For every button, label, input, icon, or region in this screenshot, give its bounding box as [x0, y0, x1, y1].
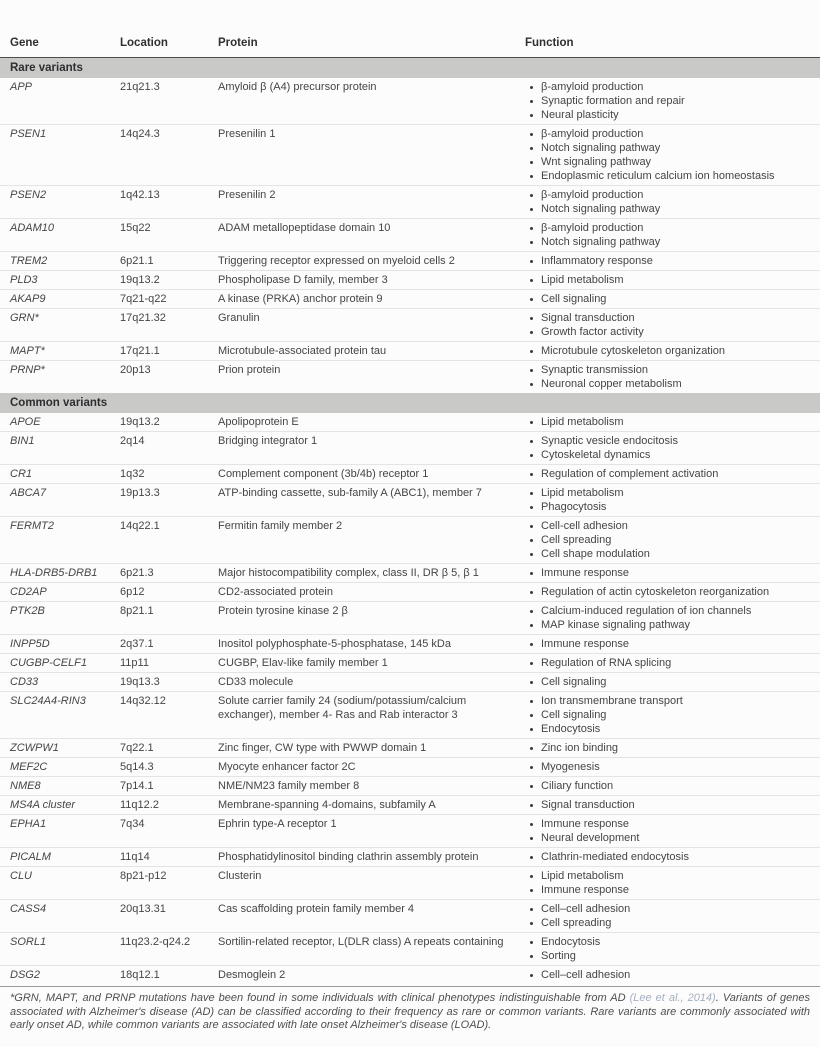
table-row	[0, 965, 820, 984]
location-cell: 8p21-p12	[120, 870, 167, 882]
table-row	[0, 634, 820, 653]
location-cell: 20q13.31	[120, 903, 166, 915]
location-cell: 7q21-q22	[120, 293, 167, 305]
function-list	[525, 798, 810, 812]
location-cell: 1q42.13	[120, 189, 160, 201]
function-list	[525, 585, 810, 599]
location-cell: 7p14.1	[120, 780, 154, 792]
gene-cell: ABCA7	[10, 487, 47, 499]
function-list	[525, 188, 810, 216]
citation-link[interactable]: (Lee et al., 2014)	[629, 992, 716, 1004]
function-item: Zinc ion binding	[525, 741, 810, 755]
protein-cell: Fermitin family member 2	[218, 520, 343, 532]
table-row	[0, 341, 820, 360]
table-row	[0, 866, 820, 899]
table-row	[0, 757, 820, 776]
function-item: Inflammatory response	[525, 254, 810, 268]
protein-cell: Cas scaffolding protein family member 4	[218, 903, 415, 915]
protein-cell: CD2-associated protein	[218, 586, 333, 598]
function-item: Immune response	[525, 883, 810, 897]
column-header-function: Function	[525, 37, 574, 49]
function-item: Lipid metabolism	[525, 869, 810, 883]
function-list	[525, 273, 810, 287]
function-list	[525, 817, 810, 845]
function-item: Cell signaling	[525, 708, 810, 722]
function-item: Synaptic vesicle endocitosis	[525, 434, 810, 448]
table-row	[0, 738, 820, 757]
location-cell: 19p13.3	[120, 487, 160, 499]
location-cell: 17q21.1	[120, 345, 160, 357]
function-item: Cell spreading	[525, 916, 810, 930]
function-item: β-amyloid production	[525, 127, 810, 141]
column-header-protein: Protein	[218, 37, 258, 49]
function-list	[525, 467, 810, 481]
function-list	[525, 850, 810, 864]
location-cell: 15q22	[120, 222, 151, 234]
function-list	[525, 292, 810, 306]
protein-cell: Myocyte enhancer factor 2C	[218, 761, 356, 773]
table-row	[0, 218, 820, 251]
protein-cell: Ephrin type-A receptor 1	[218, 818, 337, 830]
function-list	[525, 741, 810, 755]
function-item: Growth factor activity	[525, 325, 810, 339]
function-item: Phagocytosis	[525, 500, 810, 514]
protein-cell: Phospholipase D family, member 3	[218, 274, 388, 286]
protein-cell: ADAM metallopeptidase domain 10	[218, 222, 391, 234]
table-row	[0, 124, 820, 185]
function-list	[525, 434, 810, 462]
gene-cell: PLD3	[10, 274, 38, 286]
function-item: Immune response	[525, 566, 810, 580]
function-list	[525, 80, 810, 122]
location-cell: 11q14	[120, 851, 150, 863]
table-row	[0, 185, 820, 218]
function-list	[525, 779, 810, 793]
gene-cell: AKAP9	[10, 293, 46, 305]
function-item: Lipid metabolism	[525, 415, 810, 429]
function-list	[525, 902, 810, 930]
location-cell: 11q23.2-q24.2	[120, 936, 191, 948]
gene-cell: EPHA1	[10, 818, 47, 830]
gene-cell: PSEN2	[10, 189, 47, 201]
location-cell: 6p21.1	[120, 255, 154, 267]
protein-cell: Zinc finger, CW type with PWWP domain 1	[218, 742, 427, 754]
table-row	[0, 932, 820, 965]
protein-cell: Sortilin-related receptor, L(DLR class) A repeats containing	[218, 936, 504, 948]
table-row	[0, 251, 820, 270]
table-row	[0, 464, 820, 483]
gene-cell: MAPT*	[10, 345, 45, 357]
gene-cell: SORL1	[10, 936, 47, 948]
column-header-gene: Gene	[10, 37, 39, 49]
table-row	[0, 582, 820, 601]
function-item: Cell signaling	[525, 675, 810, 689]
table-row	[0, 270, 820, 289]
function-list	[525, 869, 810, 897]
location-cell: 8p21.1	[120, 605, 154, 617]
function-item: Notch signaling pathway	[525, 235, 810, 249]
location-cell: 2q37.1	[120, 638, 154, 650]
function-list	[525, 656, 810, 670]
function-item: Microtubule cytoskeleton organization	[525, 344, 810, 358]
location-cell: 17q21.32	[120, 312, 166, 324]
function-item: Neuronal copper metabolism	[525, 377, 810, 391]
table-row	[0, 672, 820, 691]
function-item: Cell shape modulation	[525, 547, 810, 561]
function-item: Sorting	[525, 949, 810, 963]
function-item: Signal transduction	[525, 311, 810, 325]
gene-cell: NME8	[10, 780, 41, 792]
function-item: Cytoskeletal dynamics	[525, 448, 810, 462]
function-list	[525, 637, 810, 651]
function-item: Endoplasmic reticulum calcium ion homeostasis	[525, 169, 810, 183]
function-list	[525, 221, 810, 249]
protein-cell: Membrane-spanning 4-domains, subfamily A	[218, 799, 436, 811]
gene-cell: ADAM10	[10, 222, 55, 234]
function-item: Wnt signaling pathway	[525, 155, 810, 169]
function-list	[525, 311, 810, 339]
protein-cell: Amyloid β (A4) precursor protein	[218, 81, 377, 93]
gene-cell: CLU	[10, 870, 33, 882]
protein-cell: Solute carrier family 24 (sodium/potassium/calcium exchanger), member 4- Ras and Rab interactor 3	[218, 695, 467, 721]
footnote-text-1: *GRN, MAPT, and PRNP mutations have been found in some individuals with clinical phenotypes indistinguishable from AD	[10, 992, 630, 1004]
protein-cell: NME/NM23 family member 8	[218, 780, 360, 792]
protein-cell: ATP-binding cassette, sub-family A (ABC1), member 7	[218, 487, 482, 499]
function-item: Cell–cell adhesion	[525, 968, 810, 982]
function-list	[525, 935, 810, 963]
function-list	[525, 486, 810, 514]
protein-cell: Presenilin 2	[218, 189, 276, 201]
location-cell: 19q13.2	[120, 274, 160, 286]
location-cell: 19q13.2	[120, 416, 160, 428]
table-row	[0, 814, 820, 847]
protein-cell: Presenilin 1	[218, 128, 276, 140]
table-row	[0, 563, 820, 582]
table-row	[0, 483, 820, 516]
protein-cell: A kinase (PRKA) anchor protein 9	[218, 293, 383, 305]
protein-cell: Phosphatidylinositol binding clathrin assembly protein	[218, 851, 479, 863]
function-list	[525, 566, 810, 580]
table-row	[0, 413, 820, 431]
gene-cell: ZCWPW1	[10, 742, 59, 754]
function-list	[525, 604, 810, 632]
function-item: Ion transmembrane transport	[525, 694, 810, 708]
location-cell: 7q34	[120, 818, 145, 830]
function-list	[525, 415, 810, 429]
table-footnote	[0, 987, 820, 1033]
protein-cell: Bridging integrator 1	[218, 435, 318, 447]
table-row	[0, 847, 820, 866]
gene-cell: CD33	[10, 676, 39, 688]
gene-cell: MEF2C	[10, 761, 48, 773]
protein-cell: Triggering receptor expressed on myeloid cells 2	[218, 255, 455, 267]
function-list	[525, 694, 810, 736]
location-cell: 20p13	[120, 364, 151, 376]
table-row	[0, 653, 820, 672]
protein-cell: Prion protein	[218, 364, 281, 376]
table-body	[0, 58, 820, 984]
location-cell: 6p12	[120, 586, 145, 598]
location-cell: 7q22.1	[120, 742, 154, 754]
function-item: Ciliary function	[525, 779, 810, 793]
gene-cell: APOE	[10, 416, 41, 428]
table-row	[0, 795, 820, 814]
location-cell: 19q13.3	[120, 676, 160, 688]
protein-cell: Clusterin	[218, 870, 262, 882]
function-item: Regulation of RNA splicing	[525, 656, 810, 670]
function-item: Clathrin-mediated endocytosis	[525, 850, 810, 864]
function-list	[525, 968, 810, 982]
function-item: Signal transduction	[525, 798, 810, 812]
gene-cell: BIN1	[10, 435, 35, 447]
table-row	[0, 431, 820, 464]
function-item: Notch signaling pathway	[525, 202, 810, 216]
protein-cell: Inositol polyphosphate-5-phosphatase, 145 kDa	[218, 638, 451, 650]
gene-cell: CASS4	[10, 903, 47, 915]
protein-cell: Complement component (3b/4b) receptor 1	[218, 468, 429, 480]
gene-cell: HLA-DRB5-DRB1	[10, 567, 98, 579]
function-item: Endocytosis	[525, 722, 810, 736]
function-item: Immune response	[525, 817, 810, 831]
section-header-rare-variants: Rare variants	[0, 58, 820, 78]
location-cell: 11q12.2	[120, 799, 159, 811]
gene-cell: TREM2	[10, 255, 48, 267]
location-cell: 2q14	[120, 435, 145, 447]
gene-cell: GRN*	[10, 312, 39, 324]
gene-cell: PRNP*	[10, 364, 45, 376]
function-item: Regulation of complement activation	[525, 467, 810, 481]
function-item: Lipid metabolism	[525, 273, 810, 287]
function-list	[525, 344, 810, 358]
gene-cell: PTK2B	[10, 605, 45, 617]
function-item: Immune response	[525, 637, 810, 651]
location-cell: 14q22.1	[120, 520, 160, 532]
function-item: Cell–cell adhesion	[525, 902, 810, 916]
gene-cell: FERMT2	[10, 520, 54, 532]
location-cell: 18q12.1	[120, 969, 160, 981]
gene-cell: APP	[10, 81, 33, 93]
gene-cell: CR1	[10, 468, 33, 480]
function-item: Cell-cell adhesion	[525, 519, 810, 533]
function-item: β-amyloid production	[525, 221, 810, 235]
function-item: β-amyloid production	[525, 188, 810, 202]
table-row	[0, 776, 820, 795]
location-cell: 21q21.3	[120, 81, 160, 93]
table-row	[0, 691, 820, 738]
table-row	[0, 78, 820, 124]
protein-cell: CUGBP, Elav-like family member 1	[218, 657, 388, 669]
table-row	[0, 289, 820, 308]
gene-cell: PICALM	[10, 851, 51, 863]
table-row	[0, 360, 820, 393]
location-cell: 5q14.3	[120, 761, 154, 773]
function-item: Synaptic transmission	[525, 363, 810, 377]
table-header-row	[0, 36, 820, 57]
footnote-text-2: . Variants of genes associated with Alzheimer's disease (AD) can be classified according to their frequency as rare or common variants. Rare variants are commonly associated with early onset AD, while common variants are associated with late onset Alzheimer's disease (LOAD).	[10, 992, 810, 1031]
location-cell: 6p21.3	[120, 567, 154, 579]
protein-cell: CD33 molecule	[218, 676, 294, 688]
function-item: Neural plasticity	[525, 108, 810, 122]
function-item: Synaptic formation and repair	[525, 94, 810, 108]
gene-cell: CD2AP	[10, 586, 47, 598]
location-cell: 11p11	[120, 657, 149, 669]
table-row	[0, 899, 820, 932]
protein-cell: Desmoglein 2	[218, 969, 286, 981]
function-item: Endocytosis	[525, 935, 810, 949]
function-item: Neural development	[525, 831, 810, 845]
gene-cell: PSEN1	[10, 128, 47, 140]
function-item: MAP kinase signaling pathway	[525, 618, 810, 632]
function-list	[525, 363, 810, 391]
gene-cell: DSG2	[10, 969, 40, 981]
location-cell: 14q24.3	[120, 128, 160, 140]
function-item: Lipid metabolism	[525, 486, 810, 500]
function-list	[525, 760, 810, 774]
gene-cell: INPP5D	[10, 638, 50, 650]
protein-cell: Granulin	[218, 312, 260, 324]
function-item: Calcium-induced regulation of ion channels	[525, 604, 810, 618]
table-row	[0, 516, 820, 563]
gene-cell: MS4A cluster	[10, 799, 76, 811]
table-row	[0, 601, 820, 634]
protein-cell: Protein tyrosine kinase 2 β	[218, 605, 348, 617]
protein-cell: Apolipoprotein E	[218, 416, 299, 428]
gene-cell: SLC24A4-RIN3	[10, 695, 86, 707]
function-list	[525, 127, 810, 183]
function-item: Regulation of actin cytoskeleton reorganization	[525, 585, 810, 599]
location-cell: 1q32	[120, 468, 145, 480]
function-list	[525, 675, 810, 689]
location-cell: 14q32.12	[120, 695, 166, 707]
function-item: Cell spreading	[525, 533, 810, 547]
function-item: Cell signaling	[525, 292, 810, 306]
function-item: Notch signaling pathway	[525, 141, 810, 155]
column-header-location: Location	[120, 37, 168, 49]
function-item: β-amyloid production	[525, 80, 810, 94]
protein-cell: Microtubule-associated protein tau	[218, 345, 387, 357]
table-row	[0, 308, 820, 341]
function-list	[525, 519, 810, 561]
section-header-common-variants: Common variants	[0, 393, 820, 413]
function-item: Myogenesis	[525, 760, 810, 774]
protein-cell: Major histocompatibility complex, class II, DR β 5, β 1	[218, 567, 479, 579]
function-list	[525, 254, 810, 268]
gene-cell: CUGBP-CELF1	[10, 657, 88, 669]
